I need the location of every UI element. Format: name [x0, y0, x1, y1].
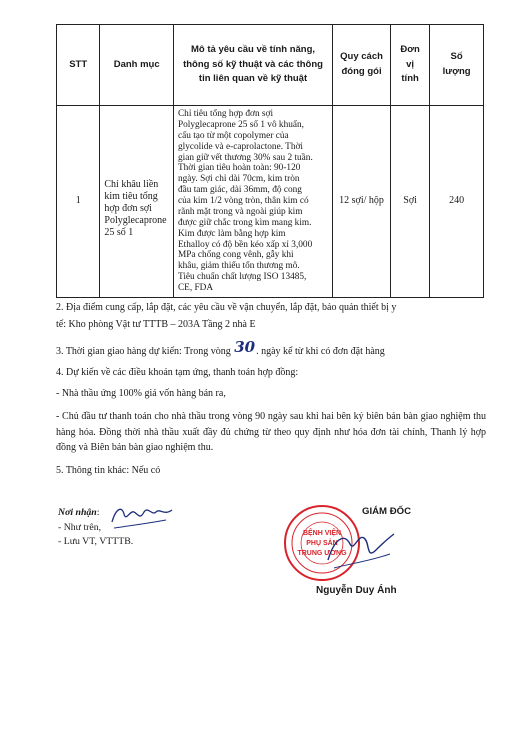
description-line: gian giữ vết thương 30% sau 2 tuần.: [177, 152, 313, 163]
description-line: CE, FDA: [177, 283, 214, 293]
cell-item-name: [100, 106, 174, 298]
description-line: Thời gian tiêu hoàn toàn: 90-120: [177, 163, 301, 174]
cell-stt: [57, 106, 100, 298]
recipient-item: - Lưu VT, VTTTB.: [58, 536, 134, 548]
item-name: [104, 179, 169, 239]
item-name-line: Polyglecaprone: [104, 215, 167, 227]
header-quy-cach-line: Quy cách: [340, 51, 383, 63]
cell-description: [173, 106, 332, 298]
section-2: [56, 302, 486, 331]
item-name-line: hợp đơn sợi: [104, 203, 152, 215]
stamp-line: BỆNH VIỆN: [302, 530, 342, 537]
stamp-line: TRUNG ƯƠNG: [297, 550, 347, 557]
description-line: Polyglecaprone 25 số 1 vô khuẩn,: [177, 119, 304, 130]
director-signature: [320, 520, 400, 580]
section-2-line: tế: Kho phòng Vật tư TTTB – 203A Tầng 2 nhà E: [56, 319, 256, 330]
initial-signature: [108, 500, 176, 536]
description-line: Tiêu chuẩn chất lượng ISO 13485,: [177, 272, 307, 283]
section-5: 5. Thông tin khác: Nếu có: [56, 464, 161, 476]
description-line: được giữ chắc trong kìm mang kim.: [177, 217, 312, 228]
section-4-item-2: - Chủ đầu tư thanh toán cho nhà thầu trong vòng 90 ngày sau khi hai bên ký biên bản bàn giao nghiệm thu hàng hóa. Đồng thời nhà thầu xuất đầy đủ chứng từ theo quy định như hóa đơn tài chính, Thanh lý hợp đồng và Biên bản bàn giao nghiệm thu.: [56, 411, 486, 453]
cell-packaging: 12 sợi/ hộp: [333, 106, 391, 298]
header-don-vi-line: Đơn: [400, 43, 420, 55]
cell-unit: Sợi: [390, 106, 429, 298]
item-name-line: kim tiêu tổng: [104, 191, 158, 203]
header-don-vi-line: vị: [406, 58, 415, 70]
description-line: Ethalloy có độ bền kéo xấp xỉ 3,000: [177, 239, 313, 250]
handwritten-days: 30: [234, 338, 256, 356]
section-3-prefix: 3. Thời gian giao hàng dự kiến: Trong vòng: [56, 346, 231, 357]
header-stt: STT: [57, 25, 100, 106]
section-3: [56, 340, 486, 358]
description-line: của kim 1/2 vòng tròn, thân kim có: [177, 196, 309, 206]
section-4-title: 4. Dự kiến về các điều khoản tạm ứng, thanh toán hợp đồng:: [56, 367, 299, 378]
description-line: glycolide và e-caprolactone. Thời: [177, 141, 304, 152]
section-4-item-1: - Nhà thầu ứng 100% giá vốn hàng bán ra,: [56, 388, 226, 399]
header-mo-ta-line: Mô tả yêu cầu về tính năng,: [191, 43, 316, 55]
header-don-vi: [390, 25, 429, 106]
description-line: cấu tạo từ một copolymer của: [177, 130, 289, 141]
header-don-vi-line: tính: [401, 73, 419, 85]
recipient-item: - Như trên,: [58, 521, 102, 533]
description-line: rãnh mặt trong và ngoài giúp kim: [177, 206, 303, 217]
header-so-luong: [430, 25, 484, 106]
cell-quantity: 240: [430, 106, 484, 298]
director-name: Nguyễn Duy Ánh: [316, 585, 397, 596]
header-so-luong-line: lượng: [442, 66, 471, 77]
item-name-line: 25 số 1: [104, 227, 134, 239]
description-line: Kim được làm bằng hợp kim: [177, 228, 286, 239]
description-line: khâu, giảm thiểu tổn thương mô.: [177, 261, 300, 272]
description-line: Chỉ tiêu tổng hợp đơn sợi: [177, 109, 274, 119]
section-3-suffix: . ngày kể từ khi có đơn đặt hàng: [256, 346, 385, 357]
header-quy-cach-line: đóng gói: [341, 66, 382, 77]
director-title: GIÁM ĐỐC: [362, 506, 412, 517]
header-mo-ta: [173, 25, 332, 106]
row-number: 1: [75, 195, 81, 207]
header-so-luong-line: Số: [450, 51, 463, 63]
table-header-row: [57, 25, 484, 106]
description-line: đầu tam giác, dài 36mm, độ cong: [177, 185, 302, 196]
recipients-label: Nơi nhận:: [58, 507, 100, 518]
header-mo-ta-line: thông số kỹ thuật và các thông: [183, 58, 323, 70]
section-2-line: 2. Địa điểm cung cấp, lắp đặt, các yêu cầu về vận chuyển, lắp đặt, bảo quản thiết bị y: [56, 302, 397, 313]
document-body: [56, 302, 486, 486]
description-line: MPa chống cong vênh, gẫy khi: [177, 250, 294, 261]
spec-table: [56, 24, 484, 298]
item-name-line: Chỉ khâu liền: [104, 179, 159, 191]
table-row: [57, 106, 484, 298]
header-danh-muc: Danh mục: [100, 25, 174, 106]
stamp-line: PHỤ SẢN: [306, 540, 338, 547]
header-quy-cach: [333, 25, 391, 106]
header-mo-ta-line: tin liên quan về kỹ thuật: [198, 73, 308, 85]
description-line: ngày. Sợi chỉ dài 70cm, kim tròn: [177, 174, 300, 185]
